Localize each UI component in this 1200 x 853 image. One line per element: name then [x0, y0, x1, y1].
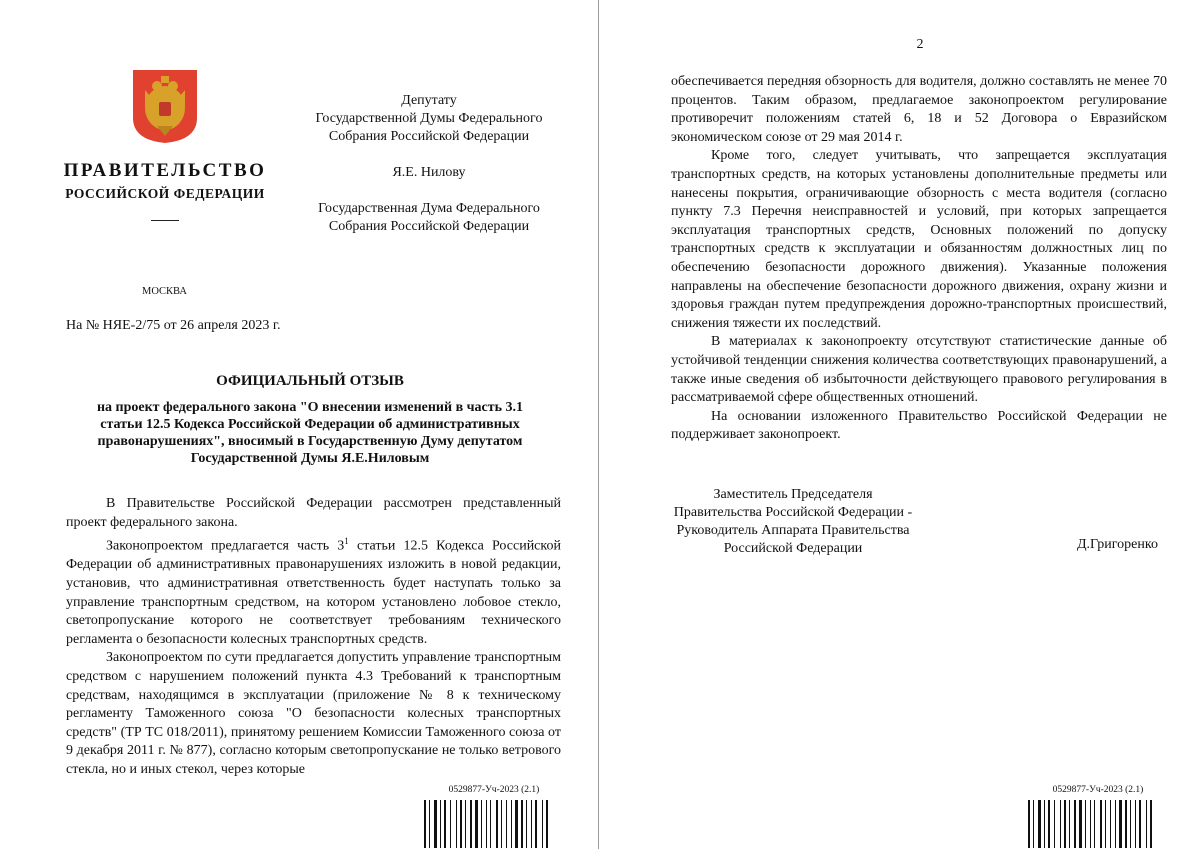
barcode-bar	[1130, 800, 1131, 848]
addressee-block	[300, 92, 558, 236]
barcode-bar	[1048, 800, 1050, 848]
paragraph-text: Законопроектом предлагается часть 3	[106, 538, 345, 554]
barcode-bar	[481, 800, 482, 848]
barcode-bar	[450, 800, 451, 848]
government-subtitle: РОССИЙСКОЙ ФЕДЕРАЦИИ	[65, 186, 265, 201]
paragraph: На основании изложенного Правительство Российской Федерации не поддерживает законопроект.	[671, 408, 1167, 443]
addressee-line: Депутату	[401, 93, 457, 108]
paragraph: Кроме того, следует учитывать, что запрещается эксплуатация транспортных средств, на которых установлены дополнительные предметы или нанесены покрытия, ограничивающие обзорность с места водителя (согласно пункту 7.3 Перечня неисправностей и условий, при которых запрещается эксплуатация транспортных средств, Основных положений по допуску транспортных средств к эксплуатации и обязанностям должностных лиц по обеспечению безопасности дорожного движения). Указанные положения направлены на обеспечение безопасности дорожного движения, охрану жизни и здоровья граждан путем предупреждения дорожно-транспортных происшествий, снижения тяжести их последствий.	[671, 148, 1167, 331]
paragraph: В Правительстве Российской Федерации рассмотрен представленный проект федерального закона.	[66, 496, 561, 530]
barcode-code: 0529877-Уч-2023 (2.1)	[1052, 785, 1144, 795]
paragraph: Законопроектом по сути предлагается допустить управление транспортным средством с нарушением положений пункта 4.3 Требований к транспортным средствам, находящимся в эксплуатации (приложение № 8 к техническому регламенту Таможенного союза "О безопасности колесных транспортных средств" (ТР ТС 018/2011), принятому решением Комиссии Таможенного союза от 9 декабря 2011 г. № 877), согласно которым светопропускание не только ветрового стекла, но и иных стекол, через которые	[66, 650, 561, 777]
barcode-bar	[440, 800, 441, 848]
signatory-line: Руководитель Аппарата Правительства	[676, 523, 910, 538]
russian-coat-of-arms-icon	[131, 68, 199, 144]
barcode-bar	[1028, 800, 1030, 848]
barcode-bar	[511, 800, 512, 848]
right-body-text	[671, 73, 1167, 445]
barcode-bar	[1125, 800, 1127, 848]
barcode-bar	[515, 800, 518, 848]
barcode-bar	[546, 800, 548, 848]
document-title: ОФИЦИАЛЬНЫЙ ОТЗЫВ	[216, 373, 404, 389]
barcode-bar	[434, 800, 437, 848]
barcode-bar	[1064, 800, 1066, 848]
barcode-bar	[465, 800, 466, 848]
barcode-bar	[526, 800, 527, 848]
barcode-bar	[1054, 800, 1055, 848]
barcode-bar	[1038, 800, 1041, 848]
barcode-bar	[1135, 800, 1136, 848]
barcode-icon	[1028, 800, 1168, 848]
paragraph: обеспечивается передняя обзорность для водителя, должно составлять не менее 70 процентов. Таким образом, предлагаемое законопроектом регулирование противоречит положениям статей 6, 18 и 52 Договора о Евразийском экономическом союзе от 29 мая 2014 г.	[671, 74, 1167, 145]
barcode-bar	[456, 800, 457, 848]
superscript: 1	[344, 536, 349, 547]
barcode-bar	[531, 800, 532, 848]
barcode-bar	[460, 800, 462, 848]
page-divider	[598, 0, 599, 849]
addressee-line: Собрания Российской Федерации	[328, 129, 530, 144]
paragraph: В материалах к законопроекту отсутствуют статистические данные об устойчивой тенденции снижения количества соответствующих правонарушений, а также иные сведения об избыточности действующего правового регулирования в рассматриваемой сфере общественных отношений.	[671, 334, 1167, 406]
barcode-bar	[501, 800, 502, 848]
barcode-bar	[475, 800, 478, 848]
barcode-bar	[1085, 800, 1086, 848]
barcode-bar	[1033, 800, 1034, 848]
barcode-bar	[444, 800, 446, 848]
signatory-title	[668, 486, 918, 558]
barcode-bar	[1150, 800, 1152, 848]
barcode-bar	[506, 800, 507, 848]
barcode-bar	[1074, 800, 1076, 848]
paragraph	[66, 532, 561, 649]
barcode-bar	[490, 800, 491, 848]
page-number: 2	[916, 37, 924, 52]
city: МОСКВА	[142, 286, 187, 297]
barcode-bar	[1115, 800, 1116, 848]
barcode-bar	[1105, 800, 1106, 848]
barcode-bar	[1060, 800, 1061, 848]
barcode-bar	[1094, 800, 1095, 848]
barcode-bar	[521, 800, 523, 848]
barcode-bar	[1079, 800, 1082, 848]
addressee-line: Государственной Думы Федерального	[315, 111, 543, 126]
barcode-bar	[542, 800, 543, 848]
signatory-name: Д.Григоренко	[1077, 537, 1158, 552]
barcode-icon	[424, 800, 564, 848]
signatory-line: Заместитель Председателя	[713, 487, 873, 502]
barcode-bar	[429, 800, 430, 848]
barcode-bar	[1146, 800, 1147, 848]
barcode-bar	[496, 800, 498, 848]
barcode-bar	[1069, 800, 1070, 848]
reference-number: На № НЯЕ-2/75 от 26 апреля 2023 г.	[66, 318, 281, 333]
barcode-bar	[1044, 800, 1045, 848]
barcode-bar	[1110, 800, 1111, 848]
barcode-bar	[1100, 800, 1102, 848]
barcode-bar	[1139, 800, 1141, 848]
barcode-bar	[470, 800, 472, 848]
signatory-line: Российской Федерации	[723, 541, 863, 556]
header-divider	[151, 220, 179, 221]
barcode-code: 0529877-Уч-2023 (2.1)	[448, 785, 540, 795]
barcode-bar	[1090, 800, 1091, 848]
left-body-text	[66, 495, 561, 780]
barcode-bar	[424, 800, 426, 848]
addressee-org: Государственная Дума Федерального	[318, 201, 540, 216]
addressee-org: Собрания Российской Федерации	[328, 219, 530, 234]
addressee-name: Я.Е. Нилову	[392, 165, 466, 180]
barcode-bar	[535, 800, 537, 848]
government-title: ПРАВИТЕЛЬСТВО	[63, 160, 267, 181]
barcode-bar	[1119, 800, 1122, 848]
document-subject: на проект федерального закона "О внесении изменений в часть 3.1 статьи 12.5 Кодекса Российской Федерации об административных правонарушениях", вносимый в Государственную Думу депутатом Государственной Думы Я.Е.Ниловым	[96, 400, 524, 466]
paragraph-text: статьи 12.5 Кодекса Российской Федерации об административных правонарушениях изложить в новой редакции, установив, что административная ответственность будет наступать только за управление транспортным средством, на котором установлено лобовое стекло, светопропускание которого не соответствует требованиям технического регламента о безопасности колесных транспортных средств.	[66, 538, 561, 647]
signatory-line: Правительства Российской Федерации -	[673, 505, 913, 520]
barcode-bar	[486, 800, 487, 848]
